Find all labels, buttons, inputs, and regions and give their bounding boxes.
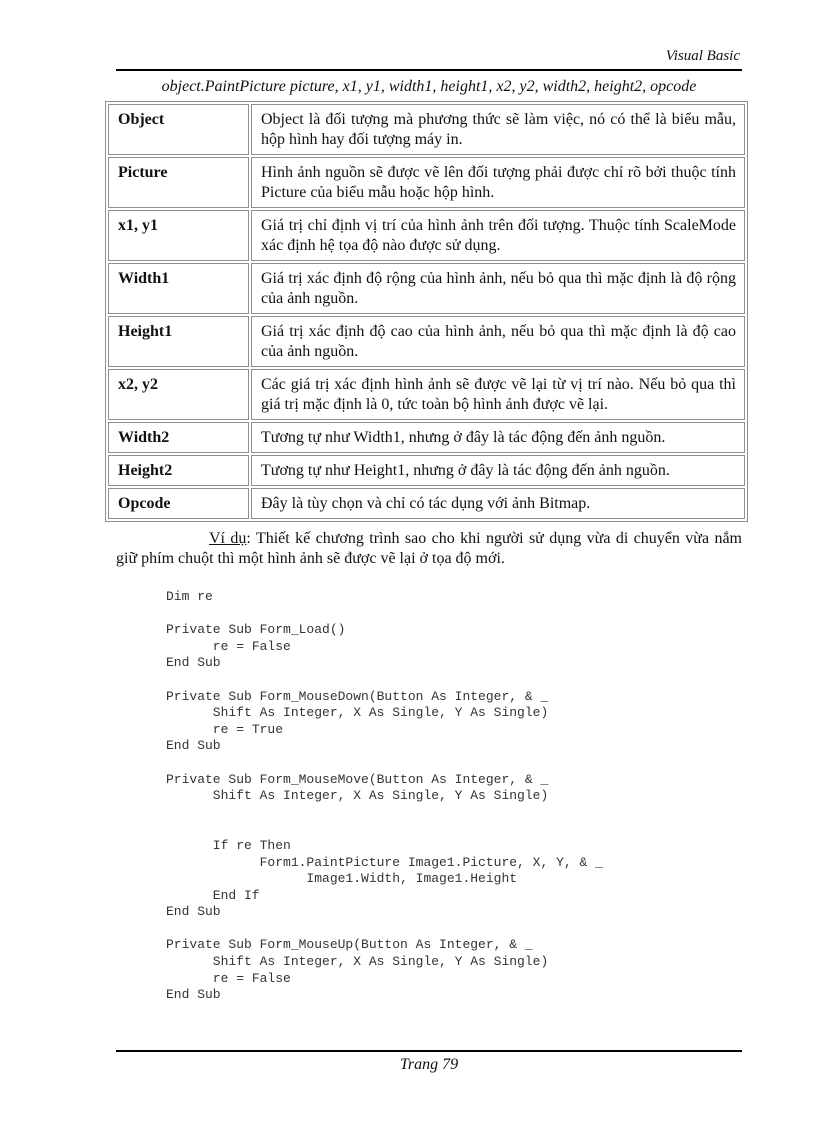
param-description: Tương tự như Height1, nhưng ở đây là tác động đến ảnh nguồn. xyxy=(251,455,745,486)
param-description: Giá trị chỉ định vị trí của hình ảnh trên đối tượng. Thuộc tính ScaleMode xác định hệ tọa độ nào được sử dụng. xyxy=(251,210,745,261)
running-header-title: Visual Basic xyxy=(665,48,740,64)
example-label: Ví dụ xyxy=(209,530,247,547)
example-text: : Thiết kế chương trình sao cho khi người sử dụng vừa di chuyển vừa nắm giữ phím chuột thì một hình ảnh sẽ được vẽ lại ở tọa độ mới. xyxy=(116,530,742,567)
code-line: End Sub xyxy=(166,904,221,920)
code-block xyxy=(166,589,603,1004)
param-row xyxy=(108,210,745,261)
param-name: Height2 xyxy=(108,455,249,486)
syntax-line: object.PaintPicture picture, x1, y1, width1, height1, x2, y2, width2, height2, opcode xyxy=(161,78,697,95)
code-line: Dim re xyxy=(166,589,213,604)
code-line: Shift As Integer, X As Single, Y As Single) xyxy=(166,705,549,721)
header-rule xyxy=(116,69,742,71)
param-name: x2, y2 xyxy=(108,369,249,420)
param-name: Object xyxy=(108,104,249,155)
param-description: Tương tự như Width1, nhưng ở đây là tác động đến ảnh nguồn. xyxy=(251,422,745,453)
code-line: Private Sub Form_MouseMove(Button As Integer, & _ xyxy=(166,771,549,787)
param-row xyxy=(108,422,745,453)
param-description: Các giá trị xác định hình ảnh sẽ được vẽ lại từ vị trí nào. Nếu bỏ qua thì giá trị mặc định là 0, tức toàn bộ hình ảnh được vẽ lại. xyxy=(251,369,745,420)
code-line: If re Then xyxy=(166,837,291,853)
param-row xyxy=(108,263,745,314)
parameter-table-body xyxy=(108,104,745,519)
footer-rule xyxy=(116,1050,742,1052)
param-row xyxy=(108,369,745,420)
param-row xyxy=(108,157,745,208)
code-line: End If xyxy=(166,887,260,903)
param-description: Giá trị xác định độ rộng của hình ảnh, nếu bỏ qua thì mặc định là độ rộng của ảnh nguồn. xyxy=(251,263,745,314)
param-name: Height1 xyxy=(108,316,249,367)
code-line: Shift As Integer, X As Single, Y As Single) xyxy=(166,954,549,970)
code-line: Private Sub Form_MouseDown(Button As Integer, & _ xyxy=(166,688,549,704)
code-line: Shift As Integer, X As Single, Y As Single) xyxy=(166,788,549,804)
param-row xyxy=(108,104,745,155)
param-name: Width1 xyxy=(108,263,249,314)
code-line: End Sub xyxy=(166,655,221,671)
param-name: Opcode xyxy=(108,488,249,519)
code-line: Image1.Width, Image1.Height xyxy=(166,871,518,887)
param-description: Object là đối tượng mà phương thức sẽ làm việc, nó có thể là biểu mẫu, hộp hình hay đối tượng máy in. xyxy=(251,104,745,155)
param-description: Hình ảnh nguồn sẽ được vẽ lên đối tượng phải được chỉ rõ bởi thuộc tính Picture của biểu mẫu hoặc hộp hình. xyxy=(251,157,745,208)
code-line: re = False xyxy=(166,638,291,654)
code-line: re = True xyxy=(166,721,284,737)
parameter-table xyxy=(105,101,748,522)
code-line: Private Sub Form_MouseUp(Button As Integer, & _ xyxy=(166,937,533,953)
page-number: Trang 79 xyxy=(399,1056,459,1073)
param-row xyxy=(108,455,745,486)
code-line: End Sub xyxy=(166,738,221,754)
code-line: re = False xyxy=(166,970,291,986)
param-name: Width2 xyxy=(108,422,249,453)
code-line: Private Sub Form_Load() xyxy=(166,622,346,638)
code-line: Form1.PaintPicture Image1.Picture, X, Y, & _ xyxy=(166,854,603,870)
param-description: Giá trị xác định độ cao của hình ảnh, nếu bỏ qua thì mặc định là độ cao của ảnh nguồn. xyxy=(251,316,745,367)
param-row xyxy=(108,316,745,367)
param-name: Picture xyxy=(108,157,249,208)
param-description: Đây là tùy chọn và chỉ có tác dụng với ảnh Bitmap. xyxy=(251,488,745,519)
param-row xyxy=(108,488,745,519)
example-paragraph xyxy=(116,529,742,569)
code-line: End Sub xyxy=(166,987,221,1003)
param-name: x1, y1 xyxy=(108,210,249,261)
